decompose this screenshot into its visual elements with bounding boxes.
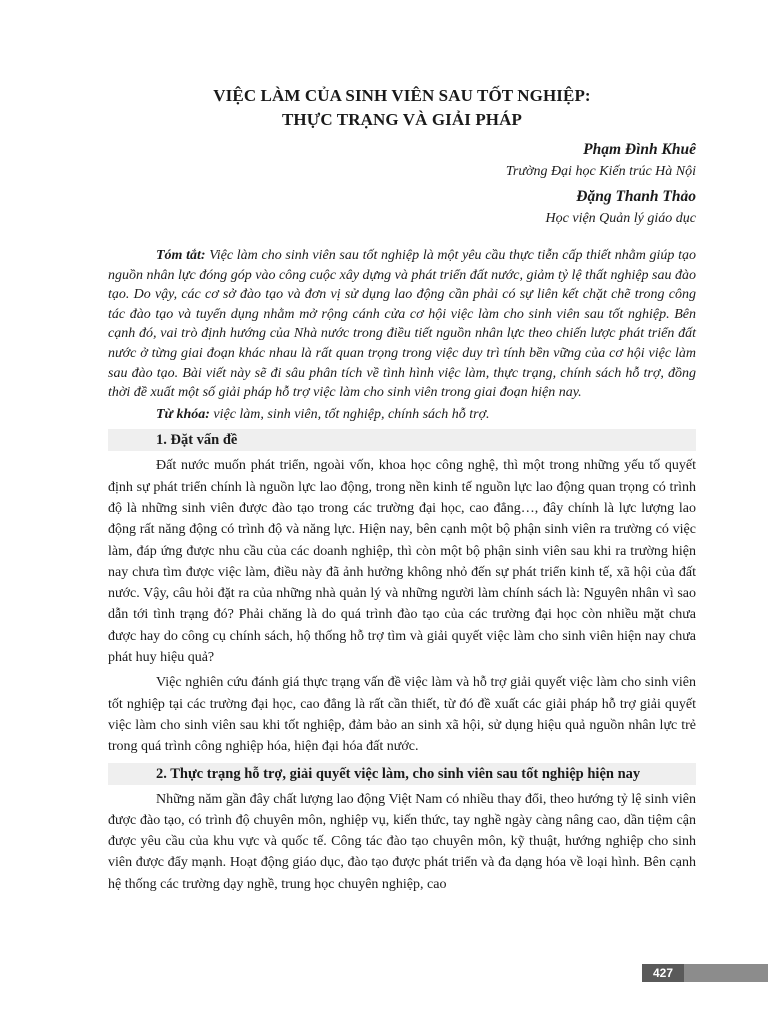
abstract xyxy=(108,246,696,403)
section-heading-2: 2. Thực trạng hỗ trợ, giải quyết việc làm, cho sinh viên sau tốt nghiệp hiện nay xyxy=(108,763,696,785)
article xyxy=(108,84,696,895)
author-name: Phạm Đình Khuê xyxy=(583,141,696,158)
abstract-text: Việc làm cho sinh viên sau tốt nghiệp là một yêu cầu thực tiễn cấp thiết nhằm giúp tạo nguồn nhân lực đóng góp vào công cuộc xây dựng và phát triển đất nước, giảm tỷ lệ thất nghiệp sau đào tạo. Do vậy, các cơ sở đào tạo và đơn vị sử dụng lao động cần phải có sự liên kết chặt chẽ trong công tác đào tạo và tuyển dụng nhằm mở rộng cánh cửa cơ hội việc làm cho sinh viên sau tốt nghiệp. Bên cạnh đó, vai trò định hướng của Nhà nước trong điều tiết nguồn nhân lực theo chiến lược phát triển đất nước ở từng giai đoạn khác nhau là rất quan trọng trong việc duy trì tính bền vững của cơ hội việc làm sau đào tạo. Bài viết này sẽ đi sâu phân tích về tình hình việc làm, thực trạng, chính sách hỗ trợ, đồng thời đề xuất một số giải pháp hỗ trợ việc làm cho sinh viên trong giai đoạn hiện nay. xyxy=(108,248,696,401)
paragraph: Đất nước muốn phát triển, ngoài vốn, khoa học công nghệ, thì một trong những yếu tố quyết định sự phát triển chính là nguồn lực lao động, trong nền kinh tế nguồn lực lao động quan trọng có trình độ là những sinh viên được đào tạo trong các trường đại học, cao đẳng…, đây chính là lực lượng lao động rất năng động có trình độ và năng lực. Hiện nay, bên cạnh một bộ phận sinh viên ra trường có việc làm, đáp ứng được nhu cầu của các doanh nghiệp, thì còn một bộ phận sinh viên sau khi ra trường hiện nay chưa tìm được việc làm, điều này đã ảnh hưởng không nhỏ đến sự phát triển kinh tế, xã hội của đất nước. Vậy, câu hỏi đặt ra của những nhà quản lý và những người làm chính sách là: Nguyên nhân vì sao dẫn tới tình trạng đó? Phải chăng là do quá trình đào tạo của các trường đại học còn nhiều mặt chưa được hay do công cụ chính sách, hộ thống hỗ trợ tìm và giải quyết việc làm cho sinh viên hiện nay chưa phát huy hiệu quả? xyxy=(108,458,696,666)
article-title xyxy=(108,84,696,132)
paragraph: Những năm gần đây chất lượng lao động Việt Nam có nhiều thay đổi, theo hướng tỷ lệ sinh viên được đào tạo, có trình độ chuyên môn, nghiệp vụ, kiến thức, tay nghề ngày càng nâng cao, dần tiệm cận được yêu cầu của khu vực và quốc tế. Công tác đào tạo chuyên môn, kỹ thuật, hướng nghiệp cho sinh viên được đẩy mạnh. Hoạt động giáo dục, đào tạo được phát triển và đa dạng hóa về loại hình. Bên cạnh hệ thống các trường dạy nghề, trung học chuyên nghiệp, cao xyxy=(108,791,696,892)
title-line-1: VIỆC LÀM CỦA SINH VIÊN SAU TỐT NGHIỆP: xyxy=(213,86,591,105)
keywords-text: việc làm, sinh viên, tốt nghiệp, chính sách hỗ trợ. xyxy=(209,406,490,422)
author-name: Đặng Thanh Thảo xyxy=(576,188,696,205)
page-number: 427 xyxy=(642,964,684,982)
author-list xyxy=(108,139,696,230)
author-affiliation: Trường Đại học Kiến trúc Hà Nội xyxy=(505,164,696,179)
keywords-label: Từ khóa: xyxy=(156,406,210,422)
paragraph: Việc nghiên cứu đánh giá thực trạng vấn đề việc làm và hỗ trợ giải quyết việc làm cho sinh viên tốt nghiệp tại các trường đại học, cao đẳng là rất cần thiết, từ đó đề xuất các giải pháp hỗ trợ giải quyết việc làm cho sinh viên sau khi tốt nghiệp, đảm bảo an sinh xã hội, sử dụng hiệu quả nguồn nhân lực trẻ trong quá trình công nghiệp hóa, hiện đại hóa đất nước. xyxy=(108,675,696,755)
author-affiliation: Học viện Quản lý giáo dục xyxy=(545,211,696,226)
title-line-2: THỰC TRẠNG VÀ GIẢI PHÁP xyxy=(281,110,522,129)
abstract-label: Tóm tắt: xyxy=(156,248,206,263)
section-heading-1: 1. Đặt vấn đề xyxy=(108,429,696,451)
keywords xyxy=(108,405,696,425)
